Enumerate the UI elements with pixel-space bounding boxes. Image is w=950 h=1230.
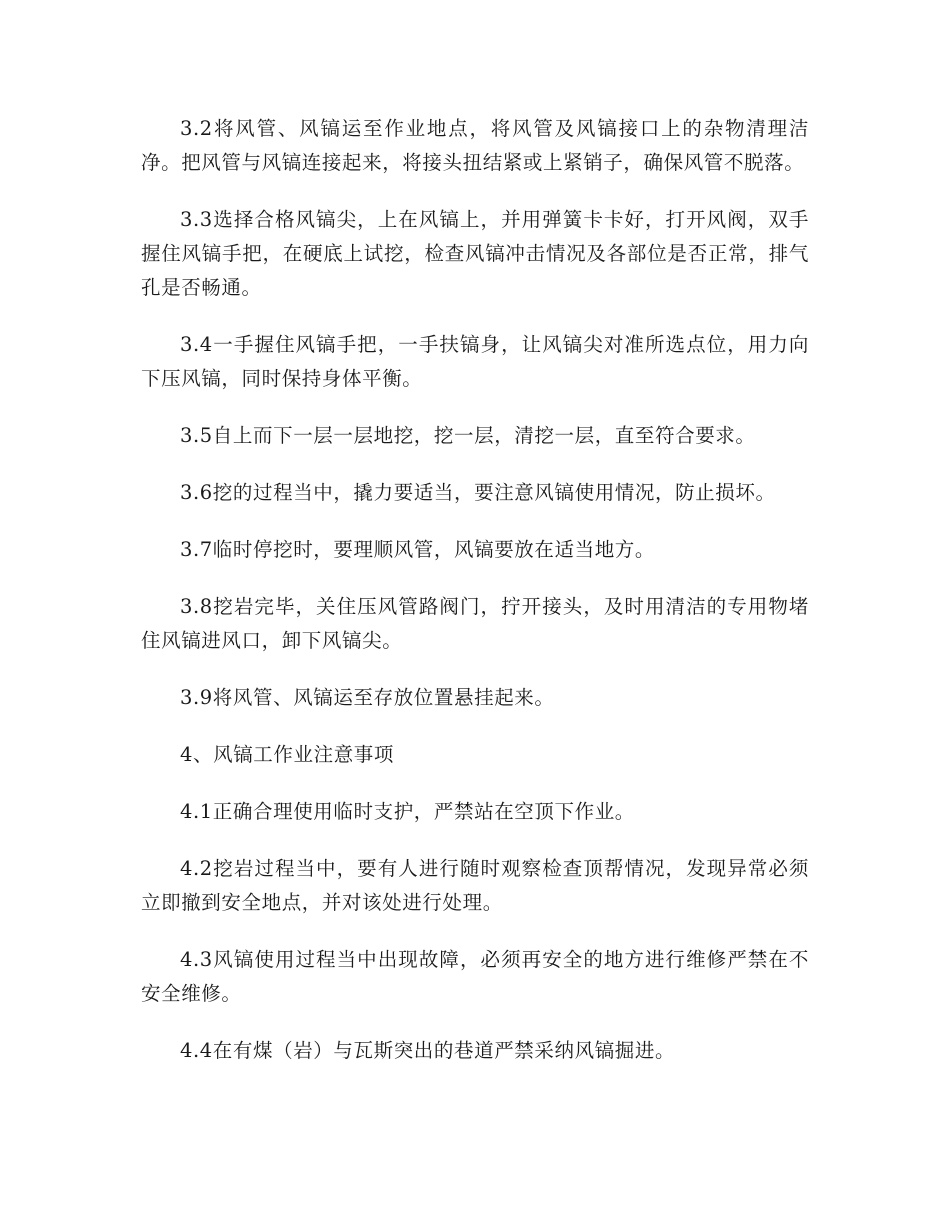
paragraph-3-4: 3.4一手握住风镐手把，一手扶镐身，让风镐尖对准所选点位，用力向下压风镐，同时保持身体平衡。 xyxy=(141,333,809,390)
paragraph-3-3: 3.3选择合格风镐尖，上在风镐上，并用弹簧卡卡好，打开风阀，双手握住风镐手把，在硬底上试挖，检查风镐冲击情况及各部位是否正常，排气孔是否畅通。 xyxy=(141,208,809,299)
paragraph-3-5: 3.5自上而下一层一层地挖，挖一层，清挖一层，直至符合要求。 xyxy=(180,424,756,447)
paragraph-4-4: 4.4在有煤（岩）与瓦斯突出的巷道严禁采纳风镐掘进。 xyxy=(180,1039,676,1062)
paragraph-3-7: 3.7临时停挖时，要理顺风管，风镐要放在适当地方。 xyxy=(180,538,656,561)
paragraph-3-6: 3.6挖的过程当中，撬力要适当，要注意风镐使用情况，防止损坏。 xyxy=(180,481,776,504)
paragraph-4-2: 4.2挖岩过程当中，要有人进行随时观察检查顶帮情况，发现异常必须立即撤到安全地点，并对该处进行处理。 xyxy=(141,857,809,914)
paragraph-4-1: 4.1正确合理使用临时支护，严禁站在空顶下作业。 xyxy=(180,800,635,823)
document-body xyxy=(141,112,809,1091)
paragraph-4-3: 4.3风镐使用过程当中出现故障，必须再安全的地方进行维修严禁在不安全维修。 xyxy=(141,948,809,1005)
paragraph-3-2: 3.2将风管、风镐运至作业地点，将风管及风镐接口上的杂物清理洁净。把风管与风镐连接起来，将接头扭结紧或上紧销子，确保风管不脱落。 xyxy=(141,117,809,174)
paragraph-3-9: 3.9将风管、风镐运至存放位置悬挂起来。 xyxy=(180,686,555,709)
paragraph-3-8: 3.8挖岩完毕，关住压风管路阀门，拧开接头，及时用清洁的专用物堵住风镐进风口，卸下风镐尖。 xyxy=(141,595,809,652)
section-heading-4: 4、风镐工作业注意事项 xyxy=(180,743,395,766)
